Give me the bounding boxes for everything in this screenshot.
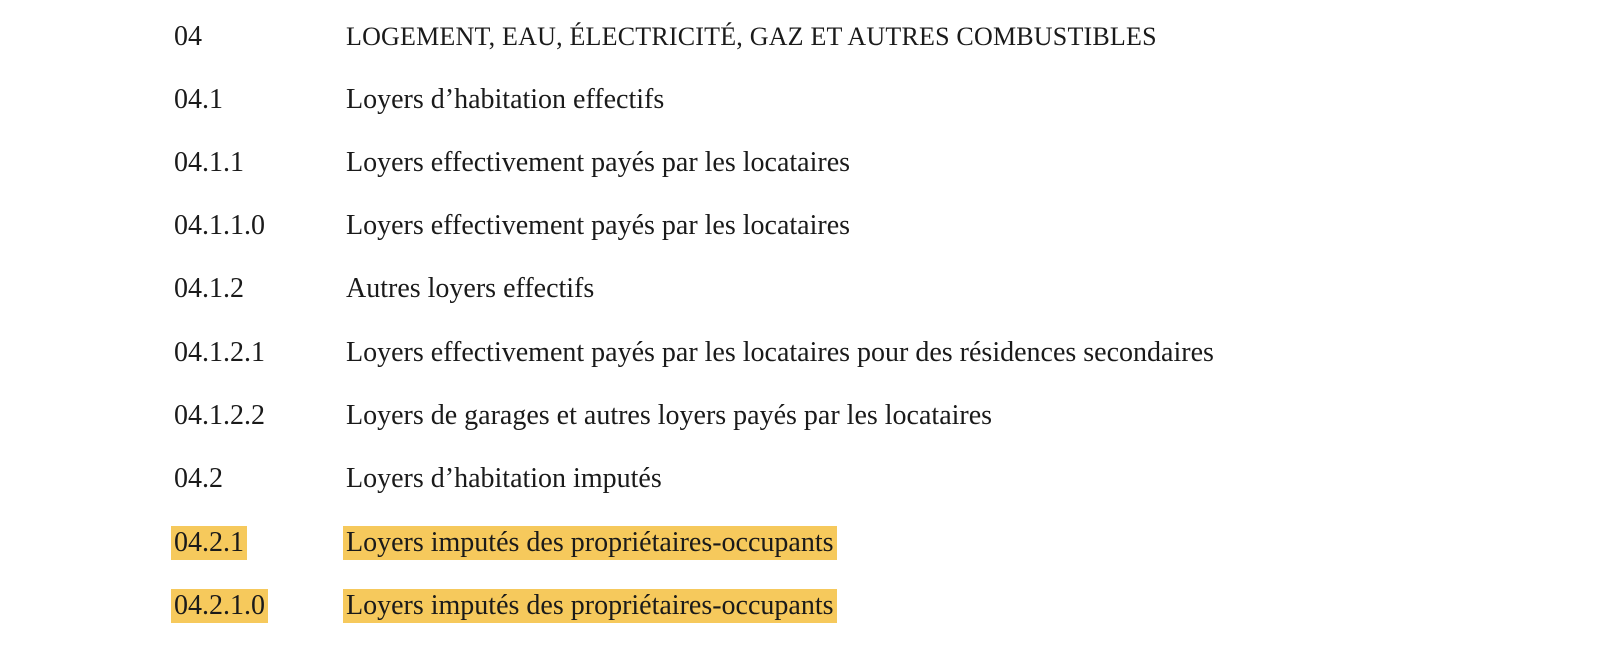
list-item bbox=[0, 83, 1600, 133]
item-label: Loyers effectivement payés par les locataires bbox=[346, 210, 851, 241]
item-code: 04.1 bbox=[174, 84, 223, 115]
item-code: 04.2.1 bbox=[171, 526, 247, 560]
list-item bbox=[0, 272, 1600, 322]
item-code: 04.1.2.1 bbox=[174, 337, 265, 368]
list-item bbox=[0, 209, 1600, 259]
list-item bbox=[0, 20, 1600, 70]
item-label: Loyers imputés des propriétaires-occupants bbox=[343, 526, 837, 560]
item-label: Loyers d’habitation effectifs bbox=[346, 84, 665, 115]
item-code: 04.2 bbox=[174, 463, 223, 494]
item-label: Loyers d’habitation imputés bbox=[346, 463, 662, 494]
item-label: Autres loyers effectifs bbox=[346, 273, 595, 304]
item-code: 04 bbox=[174, 21, 202, 52]
list-item-highlighted bbox=[0, 589, 1600, 639]
list-item-highlighted bbox=[0, 526, 1600, 576]
item-code: 04.1.2 bbox=[174, 273, 244, 304]
item-label: Loyers de garages et autres loyers payés par les locataires bbox=[346, 400, 993, 431]
item-label: Loyers effectivement payés par les locataires pour des résidences secondaires bbox=[346, 337, 1214, 368]
item-code: 04.1.1.0 bbox=[174, 210, 265, 241]
item-label: Loyers imputés des propriétaires-occupants bbox=[343, 589, 837, 623]
item-label: Loyers effectivement payés par les locataires bbox=[346, 147, 851, 178]
list-item bbox=[0, 336, 1600, 386]
item-label: LOGEMENT, EAU, ÉLECTRICITÉ, GAZ ET AUTRES COMBUSTIBLES bbox=[346, 22, 1157, 51]
list-item bbox=[0, 462, 1600, 512]
item-code: 04.1.2.2 bbox=[174, 400, 265, 431]
list-item bbox=[0, 146, 1600, 196]
item-code: 04.1.1 bbox=[174, 147, 244, 178]
list-item bbox=[0, 399, 1600, 449]
item-code: 04.2.1.0 bbox=[171, 589, 268, 623]
